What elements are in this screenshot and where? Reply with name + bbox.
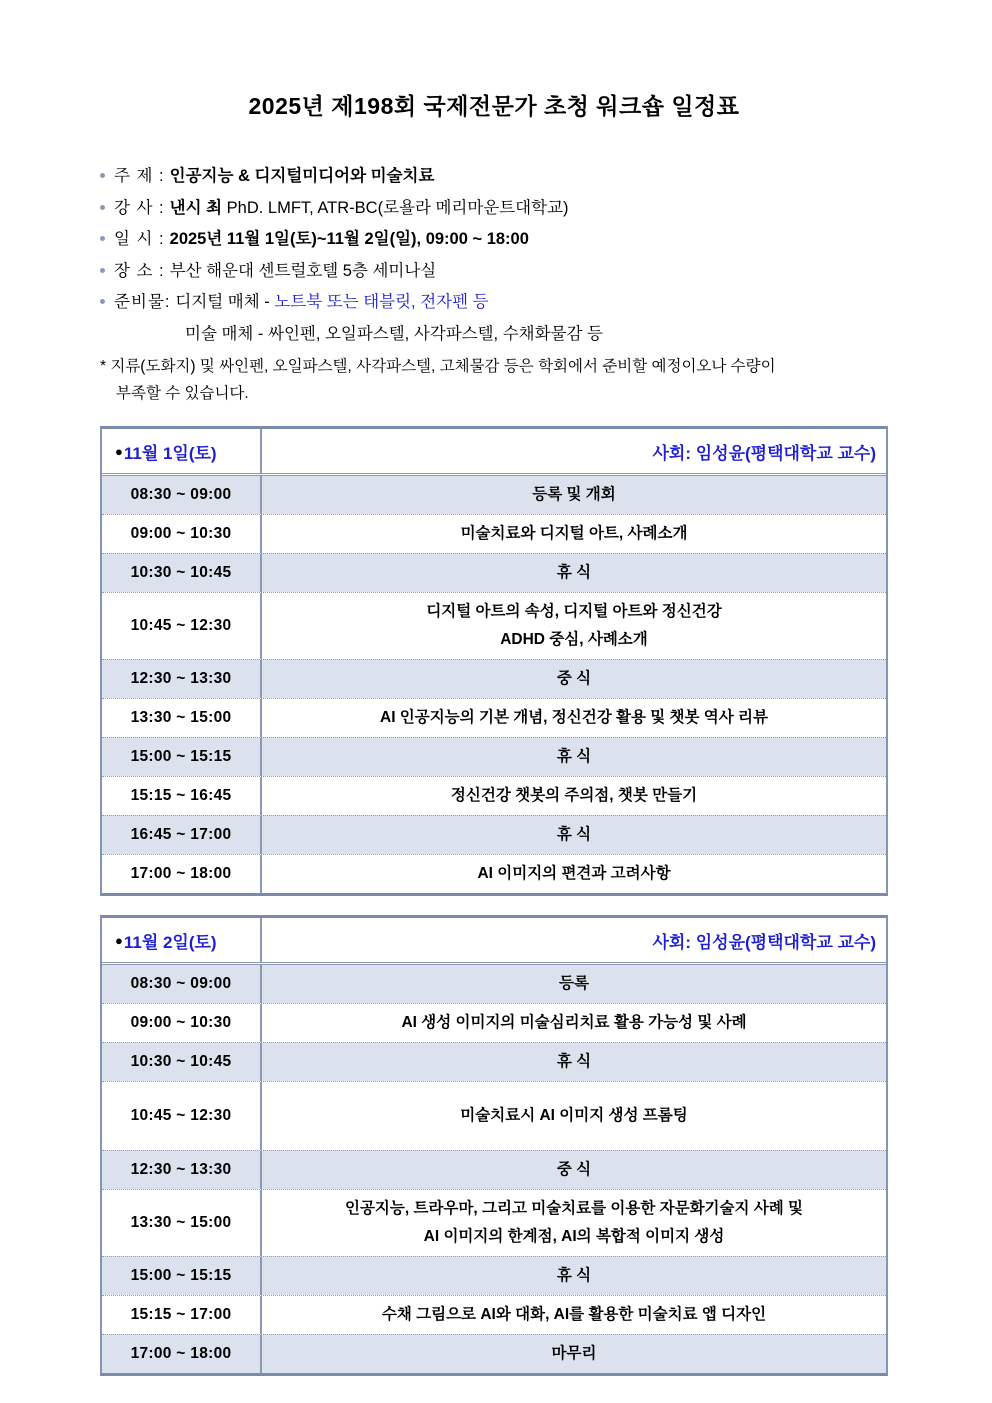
session-title: 휴 식	[556, 748, 592, 765]
session-title: 정신건강 챗봇의 주의점, 챗봇 만들기	[450, 787, 698, 804]
session-title-cell	[262, 1151, 886, 1189]
bullet-dot-icon	[100, 173, 105, 178]
session-title-cell	[262, 699, 886, 737]
time-cell: 09:00 ~ 10:30	[102, 1004, 262, 1042]
session-row	[102, 1042, 886, 1081]
session-row	[102, 1081, 886, 1150]
session-title: 휴 식	[556, 564, 592, 581]
time-cell: 10:30 ~ 10:45	[102, 1043, 262, 1081]
time-cell: 08:30 ~ 09:00	[102, 965, 262, 1003]
info-value: 노트북 또는 태블릿, 전자펜 등	[274, 293, 489, 311]
session-title: AI 인공지능의 기본 개념, 정신건강 활용 및 챗봇 역사 리뷰	[380, 709, 768, 726]
time-cell: 09:00 ~ 10:30	[102, 515, 262, 553]
session-title: AI 이미지의 편견과 고려사항	[477, 865, 671, 882]
session-row	[102, 1256, 886, 1295]
time-cell: 12:30 ~ 13:30	[102, 1151, 262, 1189]
session-title-cell	[262, 816, 886, 854]
info-label: 주 제 :	[114, 167, 165, 185]
time-cell: 17:00 ~ 18:00	[102, 1335, 262, 1373]
date-text: 11월 1일(토)	[123, 443, 217, 463]
session-row	[102, 659, 886, 698]
session-title: AI 이미지의 한계점, AI의 복합적 이미지 생성	[423, 1228, 725, 1245]
footnote	[100, 353, 888, 407]
session-row	[102, 965, 886, 1003]
info-value: 인공지능 & 디지털미디어와 미술치료	[169, 167, 435, 185]
footnote-line1: 지류(도화지) 및 싸인펜, 오일파스텔, 사각파스텔, 고체물감 등은 학회에서 준비할 예정이오나 수량이	[110, 358, 776, 375]
session-title: 중 식	[556, 670, 592, 687]
session-row	[102, 776, 886, 815]
session-title: 등록	[559, 975, 589, 992]
bullet-dot-icon	[100, 236, 105, 241]
session-title-cell	[262, 1004, 886, 1042]
session-title: AI 생성 이미지의 미술심리치료 활용 가능성 및 사례	[401, 1014, 747, 1031]
session-title: 마무리	[551, 1345, 597, 1362]
footnote-marker: *	[100, 358, 107, 375]
session-title: 휴 식	[556, 1053, 592, 1070]
session-title-cell	[262, 1257, 886, 1295]
session-title-cell	[262, 1043, 886, 1081]
date-text: 11월 2일(토)	[123, 932, 217, 952]
info-label: 강 사 :	[114, 198, 165, 217]
session-title-cell	[262, 593, 886, 659]
info-label: 준비물:	[114, 293, 171, 311]
session-row	[102, 1295, 886, 1334]
session-title-cell	[262, 1190, 886, 1256]
table-header-row	[102, 918, 886, 965]
session-row	[102, 698, 886, 737]
time-cell: 15:15 ~ 16:45	[102, 777, 262, 815]
session-row	[102, 476, 886, 514]
schedule-table	[100, 426, 888, 896]
table-header-row	[102, 429, 886, 476]
info-line	[100, 287, 888, 319]
time-cell: 15:00 ~ 15:15	[102, 738, 262, 776]
info-value: 미술 매체 - 싸인펜, 오일파스텔, 사각파스텔, 수채화물감 등	[185, 324, 603, 343]
session-row	[102, 1189, 886, 1256]
session-title: 휴 식	[556, 1267, 592, 1284]
schedule-tables	[100, 426, 888, 1376]
info-section	[100, 161, 888, 350]
session-title-cell	[262, 855, 886, 893]
session-row	[102, 815, 886, 854]
session-row	[102, 737, 886, 776]
session-title-cell	[262, 1082, 886, 1150]
info-line	[100, 256, 888, 288]
info-value: 낸시 최	[169, 198, 223, 217]
session-title: 등록 및 개회	[532, 486, 616, 503]
bullet-icon: ●	[115, 443, 123, 459]
time-cell: 13:30 ~ 15:00	[102, 699, 262, 737]
session-row	[102, 514, 886, 553]
session-row	[102, 592, 886, 659]
time-cell: 12:30 ~ 13:30	[102, 660, 262, 698]
session-row	[102, 854, 886, 893]
session-title-cell	[262, 965, 886, 1003]
info-value: 2025년 11월 1일(토)~11월 2일(일), 09:00 ~ 18:00	[169, 230, 529, 248]
info-line	[100, 319, 888, 351]
session-title-cell	[262, 777, 886, 815]
time-cell: 13:30 ~ 15:00	[102, 1190, 262, 1256]
session-title-cell	[262, 515, 886, 553]
session-row	[102, 1150, 886, 1189]
session-title-cell	[262, 1296, 886, 1334]
time-cell: 10:45 ~ 12:30	[102, 593, 262, 659]
info-label: 장 소 :	[114, 261, 165, 280]
bullet-dot-icon	[100, 205, 105, 210]
info-line	[100, 161, 888, 193]
footnote-line2: 부족할 수 있습니다.	[116, 385, 249, 402]
session-title: 휴 식	[556, 826, 592, 843]
time-cell: 10:45 ~ 12:30	[102, 1082, 262, 1150]
info-value: PhD. LMFT, ATR-BC(로욜라 메리마운트대학교)	[222, 198, 569, 217]
info-line	[100, 193, 888, 225]
date-label	[102, 918, 262, 962]
session-title-cell	[262, 1335, 886, 1373]
bullet-dot-icon	[100, 268, 105, 273]
session-title: 수채 그림으로 AI와 대화, AI를 활용한 미술치료 앱 디자인	[381, 1306, 767, 1323]
bullet-dot-icon	[100, 299, 105, 304]
time-cell: 08:30 ~ 09:00	[102, 476, 262, 514]
bullet-icon: ●	[115, 932, 123, 948]
session-title-cell	[262, 738, 886, 776]
date-label	[102, 429, 262, 473]
info-label: 일 시 :	[114, 230, 165, 248]
info-line	[100, 224, 888, 256]
session-title: ADHD 중심, 사례소개	[500, 631, 648, 648]
page-title: 2025년 제198회 국제전문가 초청 워크숍 일정표	[248, 93, 740, 119]
session-title: 미술치료와 디지털 아트, 사례소개	[460, 525, 688, 542]
time-cell: 17:00 ~ 18:00	[102, 855, 262, 893]
session-row	[102, 1003, 886, 1042]
session-title: 인공지능, 트라우마, 그리고 미술치료를 이용한 자문화기술지 사례 및	[344, 1200, 803, 1217]
time-cell: 16:45 ~ 17:00	[102, 816, 262, 854]
session-title-cell	[262, 554, 886, 592]
host-label: 사회: 임성윤(평택대학교 교수)	[652, 443, 876, 463]
time-cell: 15:15 ~ 17:00	[102, 1296, 262, 1334]
session-row	[102, 1334, 886, 1373]
host-label: 사회: 임성윤(평택대학교 교수)	[652, 932, 876, 952]
time-cell: 10:30 ~ 10:45	[102, 554, 262, 592]
info-value: 디지털 매체 -	[175, 293, 275, 311]
session-title: 디지털 아트의 속성, 디지털 아트와 정신건강	[426, 603, 722, 620]
session-title-cell	[262, 476, 886, 514]
session-row	[102, 553, 886, 592]
info-value: 부산 해운대 센트럴호텔 5층 세미나실	[169, 261, 437, 280]
session-title: 중 식	[556, 1161, 592, 1178]
session-title-cell	[262, 660, 886, 698]
schedule-table	[100, 915, 888, 1376]
session-title: 미술치료시 AI 이미지 생성 프롬팅	[460, 1107, 688, 1124]
time-cell: 15:00 ~ 15:15	[102, 1257, 262, 1295]
